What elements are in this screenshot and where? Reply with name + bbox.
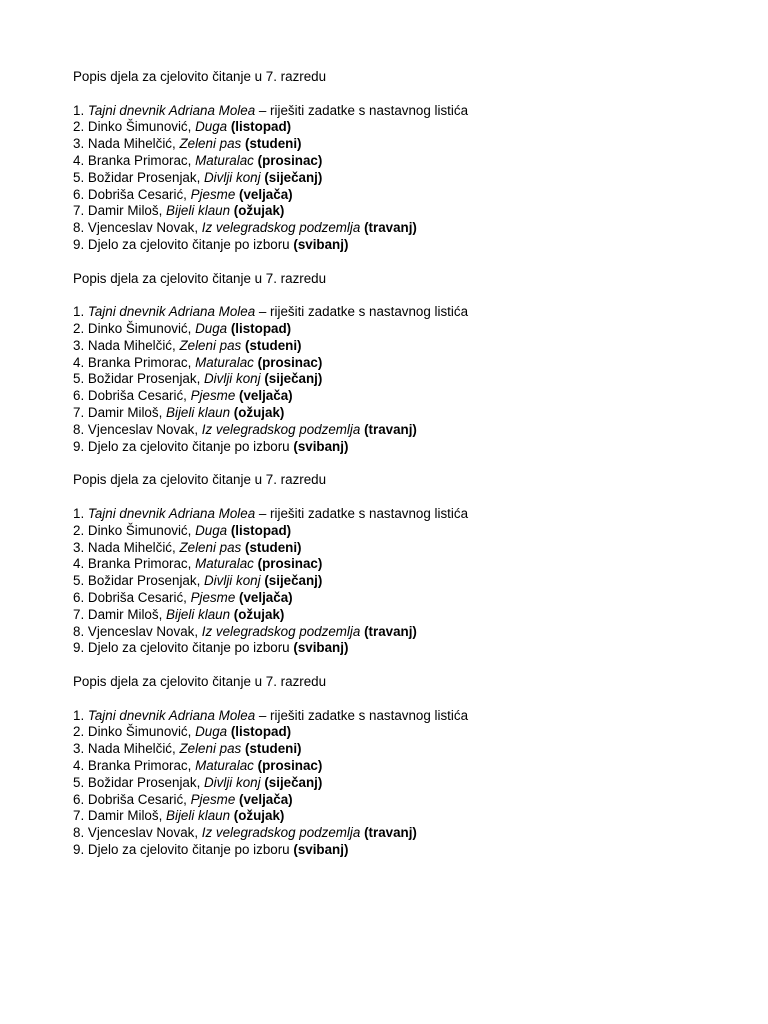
item-work-title: Bijeli klaun [166,203,231,219]
item-work-title: Divlji konj [204,774,261,790]
blank-line [73,691,753,708]
item-number: 8. [73,623,85,639]
reading-list-item [73,842,753,859]
item-author: Dobriša Cesarić, [87,791,191,807]
reading-list-item [73,825,753,842]
item-author: Božidar Prosenjak, [87,371,205,387]
item-month: (studeni) [244,136,302,152]
item-work-title: Maturalac [195,556,254,572]
item-author: Branka Primorac, [87,556,196,572]
item-work-title: Bijeli klaun [166,808,231,824]
item-work-title: Tajni dnevnik Adriana Molea [87,102,256,118]
item-author: Nada Mihelčić, [87,337,180,353]
blank-line [73,287,753,304]
item-author: Djelo za cjelovito čitanje po izboru [87,236,290,252]
item-work-title: Iz velegradskog podzemlja [201,623,361,639]
item-author: Dobriša Cesarić, [87,186,191,202]
item-month: (siječanj) [264,573,323,589]
item-number: 1. [73,102,85,118]
item-work-title: Divlji konj [204,371,261,387]
item-number: 8. [73,421,85,437]
item-author: Vjenceslav Novak, [87,623,202,639]
reading-list-item [73,439,753,456]
item-work-title: Pjesme [190,186,236,202]
item-author: Božidar Prosenjak, [87,774,205,790]
item-number: 3. [73,741,85,757]
item-work-title: Pjesme [190,791,236,807]
item-month: (prosinac) [257,758,323,774]
item-number: 7. [73,405,85,421]
item-number: 7. [73,606,85,622]
reading-list-item [73,119,753,136]
document-page [73,69,753,876]
item-work-title: Iz velegradskog podzemlja [201,421,361,437]
item-month: (siječanj) [264,371,323,387]
item-number: 4. [73,152,85,168]
item-month: (travanj) [364,825,417,841]
item-work-title: Maturalac [195,354,254,370]
reading-list-blocks [73,69,753,876]
item-number: 5. [73,573,85,589]
reading-list-item [73,388,753,405]
item-month: (svibanj) [293,236,349,252]
reading-list-item [73,556,753,573]
item-number: 2. [73,522,85,538]
item-author: Djelo za cjelovito čitanje po izboru [87,438,290,454]
reading-list-item [73,321,753,338]
item-author: Nada Mihelčić, [87,741,180,757]
item-note: – riješiti zadatke s nastavnog listića [255,304,469,320]
reading-list-item [73,237,753,254]
reading-list-item [73,624,753,641]
item-month: (svibanj) [293,438,349,454]
reading-list-item [73,170,753,187]
item-month: (travanj) [364,421,417,437]
reading-list-item [73,136,753,153]
item-work-title: Maturalac [195,152,254,168]
reading-list-item [73,741,753,758]
item-author: Djelo za cjelovito čitanje po izboru [87,842,290,858]
item-author: Vjenceslav Novak, [87,421,202,437]
item-work-title: Divlji konj [204,169,261,185]
item-work-title: Duga [195,119,228,135]
item-month: (studeni) [244,539,302,555]
reading-list-block [73,472,753,674]
item-work-title: Zeleni pas [179,337,242,353]
item-number: 8. [73,220,85,236]
item-number: 5. [73,371,85,387]
item-month: (studeni) [244,741,302,757]
item-author: Dinko Šimunović, [87,119,196,135]
item-work-title: Tajni dnevnik Adriana Molea [87,505,256,521]
reading-list-title: Popis djela za cjelovito čitanje u 7. razredu [73,69,327,84]
reading-list-item [73,405,753,422]
item-author: Nada Mihelčić, [87,136,180,152]
item-author: Djelo za cjelovito čitanje po izboru [87,640,290,656]
item-number: 2. [73,321,85,337]
item-month: (studeni) [244,337,302,353]
item-month: (travanj) [364,220,417,236]
item-month: (prosinac) [257,152,323,168]
item-work-title: Duga [195,724,228,740]
item-author: Vjenceslav Novak, [87,220,202,236]
item-number: 7. [73,808,85,824]
item-number: 3. [73,539,85,555]
item-author: Damir Miloš, [87,203,167,219]
item-work-title: Tajni dnevnik Adriana Molea [87,304,256,320]
reading-list-block [73,674,753,876]
item-number: 4. [73,556,85,572]
reading-list-title: Popis djela za cjelovito čitanje u 7. razredu [73,472,327,488]
reading-list-item [73,775,753,792]
reading-list-item [73,708,753,725]
item-work-title: Bijeli klaun [166,606,231,622]
reading-list-item [73,103,753,120]
blank-line [73,489,753,506]
item-number: 9. [73,842,85,858]
item-author: Dinko Šimunović, [87,724,196,740]
item-number: 1. [73,707,85,723]
item-number: 9. [73,438,85,454]
item-month: (svibanj) [293,640,349,656]
item-work-title: Divlji konj [204,573,261,589]
item-work-title: Iz velegradskog podzemlja [201,220,361,236]
item-month: (ožujak) [233,808,285,824]
item-number: 2. [73,724,85,740]
item-number: 9. [73,640,85,656]
reading-list-item [73,573,753,590]
item-number: 2. [73,119,85,135]
item-author: Branka Primorac, [87,152,196,168]
item-author: Dobriša Cesarić, [87,388,191,404]
reading-list-item [73,187,753,204]
item-number: 9. [73,236,85,252]
item-month: (veljača) [239,186,293,202]
item-author: Vjenceslav Novak, [87,825,202,841]
item-month: (ožujak) [233,405,285,421]
item-number: 3. [73,337,85,353]
item-author: Božidar Prosenjak, [87,169,205,185]
item-number: 6. [73,186,85,202]
item-number: 6. [73,589,85,605]
reading-list-block [73,69,753,271]
reading-list-item [73,220,753,237]
item-author: Dinko Šimunović, [87,321,196,337]
item-number: 6. [73,791,85,807]
item-work-title: Bijeli klaun [166,405,231,421]
item-month: (ožujak) [233,203,285,219]
blank-line [73,86,753,103]
reading-list-item [73,540,753,557]
item-number: 3. [73,136,85,152]
reading-list-item [73,304,753,321]
item-month: (veljača) [239,791,293,807]
item-number: 1. [73,304,85,320]
reading-list-item [73,640,753,657]
item-month: (prosinac) [257,354,323,370]
item-author: Nada Mihelčić, [87,539,180,555]
item-month: (ožujak) [233,606,285,622]
reading-list-item [73,607,753,624]
reading-list-title: Popis djela za cjelovito čitanje u 7. razredu [73,270,327,286]
item-author: Branka Primorac, [87,354,196,370]
reading-list-item [73,724,753,741]
item-work-title: Maturalac [195,758,254,774]
item-work-title: Duga [195,321,228,337]
reading-list-item [73,523,753,540]
item-month: (listopad) [230,522,292,538]
item-work-title: Zeleni pas [179,539,242,555]
item-number: 4. [73,758,85,774]
reading-list-item [73,371,753,388]
item-work-title: Pjesme [190,589,236,605]
reading-list-item [73,338,753,355]
item-month: (svibanj) [293,842,349,858]
item-work-title: Iz velegradskog podzemlja [201,825,361,841]
item-number: 7. [73,203,85,219]
item-author: Branka Primorac, [87,758,196,774]
item-work-title: Pjesme [190,388,236,404]
item-number: 1. [73,505,85,521]
item-work-title: Duga [195,522,228,538]
item-author: Dinko Šimunović, [87,522,196,538]
item-month: (siječanj) [264,169,323,185]
reading-list-item [73,590,753,607]
item-number: 4. [73,354,85,370]
item-number: 5. [73,774,85,790]
reading-list-item [73,792,753,809]
reading-list-item [73,808,753,825]
reading-list-title: Popis djela za cjelovito čitanje u 7. razredu [73,674,327,690]
item-month: (siječanj) [264,774,323,790]
item-month: (listopad) [230,724,292,740]
item-month: (listopad) [230,321,292,337]
reading-list-item [73,506,753,523]
item-author: Damir Miloš, [87,606,167,622]
item-month: (travanj) [364,623,417,639]
item-author: Damir Miloš, [87,808,167,824]
item-month: (prosinac) [257,556,323,572]
reading-list-item [73,203,753,220]
reading-list-block [73,271,753,473]
item-author: Božidar Prosenjak, [87,573,205,589]
item-work-title: Zeleni pas [179,741,242,757]
item-month: (veljača) [239,388,293,404]
item-work-title: Zeleni pas [179,136,242,152]
reading-list-item [73,153,753,170]
item-author: Dobriša Cesarić, [87,589,191,605]
item-number: 5. [73,169,85,185]
item-number: 6. [73,388,85,404]
item-work-title: Tajni dnevnik Adriana Molea [87,707,256,723]
item-note: – riješiti zadatke s nastavnog listića [255,707,469,723]
reading-list-item [73,355,753,372]
item-note: – riješiti zadatke s nastavnog listića [255,505,469,521]
item-note: – riješiti zadatke s nastavnog listića [255,102,469,118]
reading-list-item [73,758,753,775]
item-month: (listopad) [230,119,292,135]
item-number: 8. [73,825,85,841]
reading-list-item [73,422,753,439]
item-month: (veljača) [239,589,293,605]
item-author: Damir Miloš, [87,405,167,421]
